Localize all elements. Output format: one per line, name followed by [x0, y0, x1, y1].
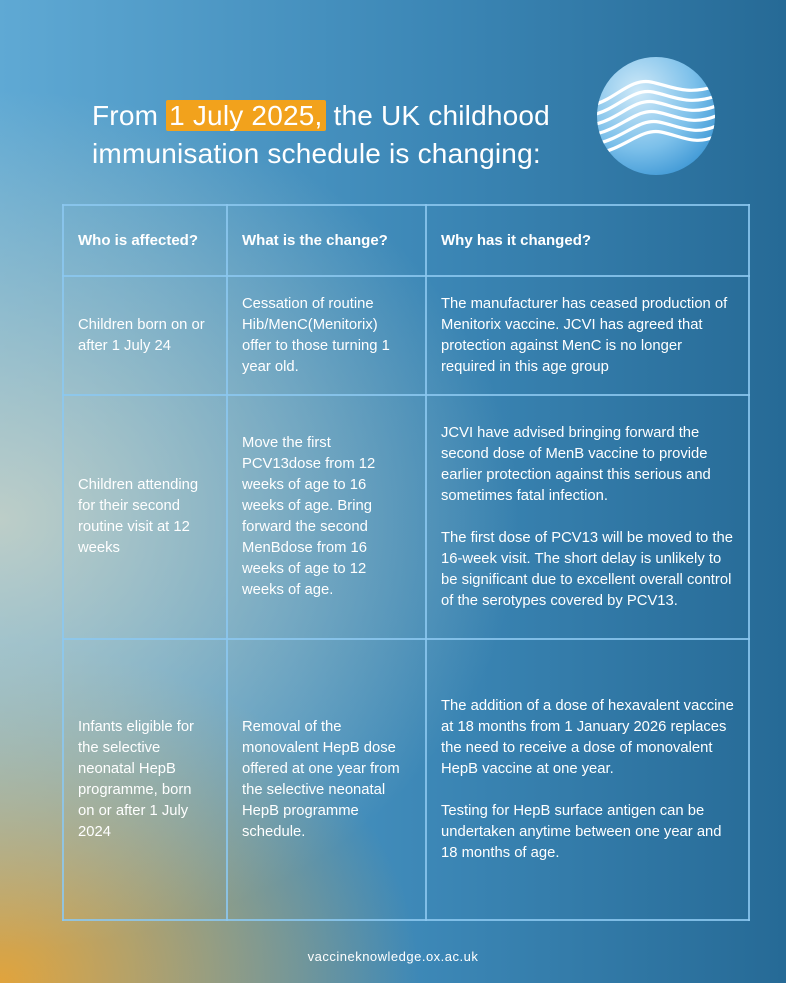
title-line-1 — [92, 97, 592, 135]
header-who-affected: Who is affected? — [63, 205, 227, 276]
cell-why: JCVI have advised bringing forward the second dose of MenB vaccine to provide earlier protection against this serious and sometimes fatal infection. The first dose of PCV13 will be moved to the 16-week visit. The short delay is unlikely to be significant due to excellent overall control of the serotypes covered by PCV13. — [426, 395, 749, 639]
table-row — [63, 639, 749, 920]
title-line-2: immunisation schedule is changing: — [92, 137, 541, 169]
title-highlight-date: 1 July 2025, — [166, 100, 325, 131]
cell-why: The addition of a dose of hexavalent vaccine at 18 months from 1 January 2026 replaces the need to receive a dose of monovalent HepB vaccine at one year. Testing for HepB surface antigen can be undertaken anytime between one year and 18 months of age. — [426, 639, 749, 920]
cell-who: Infants eligible for the selective neonatal HepB programme, born on or after 1 July 2024 — [63, 639, 227, 920]
cell-who: Children born on or after 1 July 24 — [63, 276, 227, 395]
schedule-change-table — [62, 204, 750, 921]
cell-what: Move the first PCV13dose from 12 weeks of age to 16 weeks of age. Bring forward the second MenBdose from 16 weeks of age to 12 weeks of age. — [227, 395, 426, 639]
header-what-change: What is the change? — [227, 205, 426, 276]
footer-website-url: vaccineknowledge.ox.ac.uk — [307, 949, 479, 964]
header-why-changed: Why has it changed? — [426, 205, 749, 276]
table-row — [63, 276, 749, 395]
cell-what: Removal of the monovalent HepB dose offered at one year from the selective neonatal HepB programme schedule. — [227, 639, 426, 920]
cell-who: Children attending for their second routine visit at 12 weeks — [63, 395, 227, 639]
cell-why: The manufacturer has ceased production of Menitorix vaccine. JCVI has agreed that protection against MenC is no longer required in this age group — [426, 276, 749, 395]
title-prefix: From — [92, 99, 167, 131]
table-row — [63, 395, 749, 639]
page-title — [92, 97, 592, 173]
table-header-row — [63, 205, 749, 276]
wave-logo-icon — [596, 56, 716, 176]
title-line1-suffix: the UK childhood — [325, 99, 550, 131]
cell-what: Cessation of routine Hib/MenC(Menitorix) offer to those turning 1 year old. — [227, 276, 426, 395]
